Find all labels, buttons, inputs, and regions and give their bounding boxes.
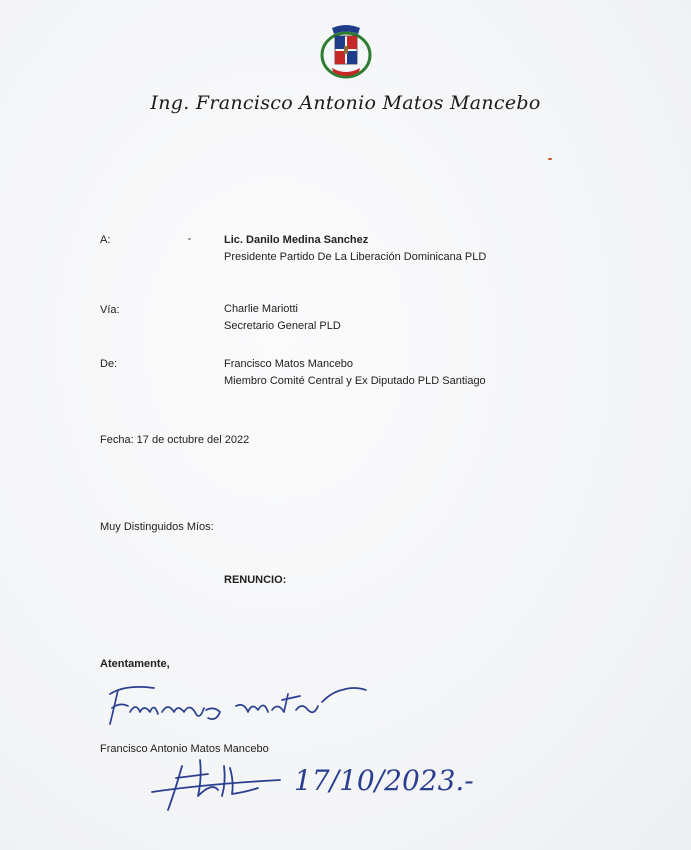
handwritten-date [290, 760, 520, 800]
via-name: Charlie Mariotti [224, 303, 298, 315]
handwritten-initials [146, 748, 286, 818]
ink-speck [548, 158, 552, 160]
addressee-label: A: [100, 234, 111, 246]
sender-block [224, 356, 486, 390]
addressee-block [224, 232, 486, 266]
letterhead-name: Ing. Francisco Antonio Matos Mancebo [150, 92, 541, 114]
date-line: Fecha: 17 de octubre del 2022 [100, 434, 250, 446]
via-block [224, 301, 341, 335]
addressee-title: Presidente Partido De La Liberación Dominicana PLD [224, 251, 487, 263]
via-label: Vía: [100, 304, 120, 316]
sender-title: Miembro Comité Central y Ex Diputado PLD Santiago [224, 375, 486, 387]
via-title: Secretario General PLD [224, 320, 341, 332]
subject-line: RENUNCIO: [224, 574, 287, 586]
handwritten-signature [96, 672, 396, 742]
signer-printed-name: Francisco Antonio Matos Mancebo [100, 743, 269, 755]
salutation: Muy Distinguidos Míos: [100, 521, 214, 533]
handwritten-date-text: 17/10/2023.- [294, 764, 474, 797]
ink-speck [188, 238, 191, 240]
closing: Atentamente, [100, 658, 170, 670]
sender-label: De: [100, 358, 118, 370]
coat-of-arms-icon [318, 22, 374, 82]
addressee-name: Lic. Danilo Medina Sanchez [224, 234, 369, 246]
sender-name: Francisco Matos Mancebo [224, 358, 353, 370]
